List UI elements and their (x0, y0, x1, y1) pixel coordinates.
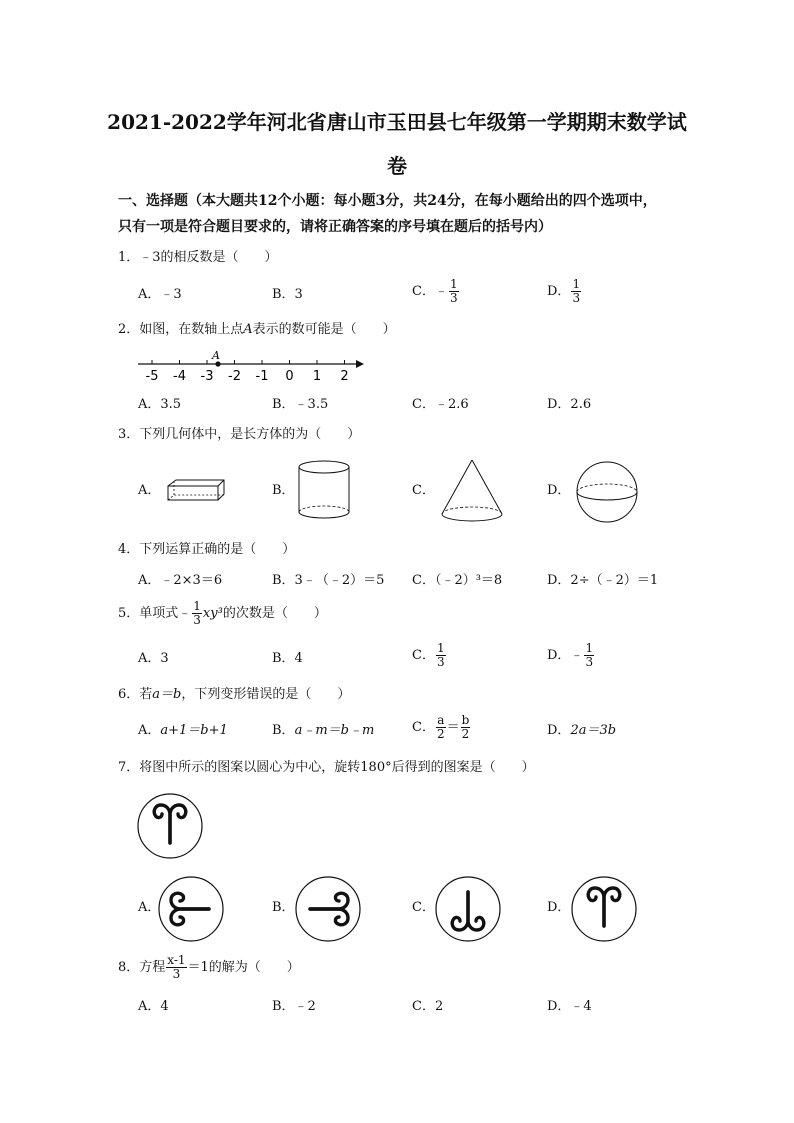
number-line (136, 348, 366, 388)
q6-option-c: C． $\frac{a}{2}$ ＝ $\frac{b}{2}$ (412, 713, 470, 741)
question-6-stem: 6．若a＝b，下列变形错误的是（ ） (118, 687, 351, 702)
page-title (100, 100, 694, 188)
tick-label: 0 (285, 369, 294, 384)
pattern-option-b (294, 875, 362, 943)
cylinder-figure (296, 459, 352, 521)
question-5-stem: 5．单项式﹣ $\frac{1}{3}$ xy³的次数是（ ） (118, 599, 327, 627)
question-4-stem: 4．下列运算正确的是（ ） (118, 542, 296, 557)
fraction: $\frac{a}{2}$ (436, 713, 445, 741)
q7-option-d: D． (547, 900, 571, 915)
fraction: $\frac{x-1}{3}$ (167, 953, 186, 981)
fraction: $\frac{1}{3}$ (193, 599, 201, 627)
original-pattern (136, 792, 204, 860)
q3-option-b: B． (272, 483, 295, 498)
q6-option-a: A．a+1＝b+1 (138, 723, 228, 738)
question-7-stem: 7．将图中所示的图案以圆心为中心，旋转180°后得到的图案是（ ） (118, 760, 535, 775)
q1-option-b: B．3 (272, 287, 303, 302)
q3-option-a: A． (138, 483, 161, 498)
tick-label: 1 (312, 369, 322, 384)
arrow-right-icon (356, 360, 364, 368)
q2-option-a: A．3.5 (138, 397, 182, 412)
q5-option-b: B．4 (272, 651, 303, 666)
q4-option-c: C．（﹣2）³＝8 (412, 573, 503, 588)
q5-option-a: A．3 (138, 651, 169, 666)
q8-option-a: A．4 (138, 999, 169, 1014)
q7-option-c: C． (412, 900, 435, 915)
q5-option-d: D．﹣ $\frac{1}{3}$ (547, 641, 594, 669)
fraction: $\frac{1}{3}$ (436, 641, 445, 669)
title-line-2: 卷 (387, 154, 407, 178)
fraction: $\frac{1}{3}$ (572, 277, 581, 305)
q2-option-c: C．﹣2.6 (412, 397, 469, 412)
q8-option-d: D．﹣4 (547, 999, 592, 1014)
section-header (118, 188, 678, 240)
q2-option-b: B．﹣3.5 (272, 397, 329, 412)
q7-option-a: A． (138, 900, 161, 915)
section-line-1: 一、选择题（本大题共12个小题：每小题3分，共24分，在每小题给出的四个选项中， (118, 193, 657, 209)
q8-option-c: C．2 (412, 999, 444, 1014)
sphere-figure (575, 460, 639, 524)
point-a (215, 361, 220, 366)
q3-option-d: D． (547, 483, 571, 498)
fraction: $\frac{b}{2}$ (461, 713, 470, 741)
q6-option-d: D．2a＝3b (547, 723, 617, 738)
tick-label: -4 (173, 369, 186, 384)
cone-figure (439, 458, 505, 524)
tick-label: 2 (340, 369, 349, 384)
tick-label: -1 (255, 369, 269, 384)
q3-option-c: C． (412, 483, 435, 498)
q5-option-c: C． $\frac{1}{3}$ (412, 641, 445, 669)
cuboid-figure (162, 478, 224, 504)
q7-option-b: B． (272, 900, 295, 915)
fraction: $\frac{1}{3}$ (585, 641, 594, 669)
point-a-label: A (212, 349, 220, 362)
q1-option-a: A．﹣3 (138, 287, 182, 302)
q1-option-d: D． $\frac{1}{3}$ (547, 277, 581, 305)
q8-option-b: B．﹣2 (272, 999, 316, 1014)
question-1-stem: 1．﹣3的相反数是（ ） (118, 250, 278, 265)
q1-option-c: C．﹣ $\frac{1}{3}$ (412, 277, 458, 305)
tick-label: -5 (145, 369, 159, 384)
fraction: $\frac{1}{3}$ (449, 277, 458, 305)
question-2-stem: 2．如图，在数轴上点A表示的数可能是（ ） (118, 322, 396, 337)
pattern-option-c (434, 875, 502, 943)
question-8-stem: 8．方程 $\frac{x-1}{3}$ ＝1的解为（ ） (118, 953, 300, 981)
pattern-option-a (157, 875, 225, 943)
q4-option-b: B．3﹣（﹣2）＝5 (272, 573, 385, 588)
q4-option-a: A．﹣2×3＝6 (138, 573, 223, 588)
section-line-2: 只有一项是符合题目要求的，请将正确答案的序号填在题后的括号内） (118, 219, 552, 235)
title-line-1: 2021-2022学年河北省唐山市玉田县七年级第一学期期末数学试 (107, 110, 687, 134)
pattern-option-d (570, 875, 638, 943)
q4-option-d: D．2÷（﹣2）＝1 (547, 573, 659, 588)
question-3-stem: 3．下列几何体中，是长方体的为（ ） (118, 427, 361, 442)
q2-option-d: D．2.6 (547, 397, 592, 412)
q6-option-b: B．a﹣m＝b﹣m (272, 723, 375, 738)
tick-label: -3 (200, 369, 214, 384)
tick-label: -2 (228, 369, 241, 384)
